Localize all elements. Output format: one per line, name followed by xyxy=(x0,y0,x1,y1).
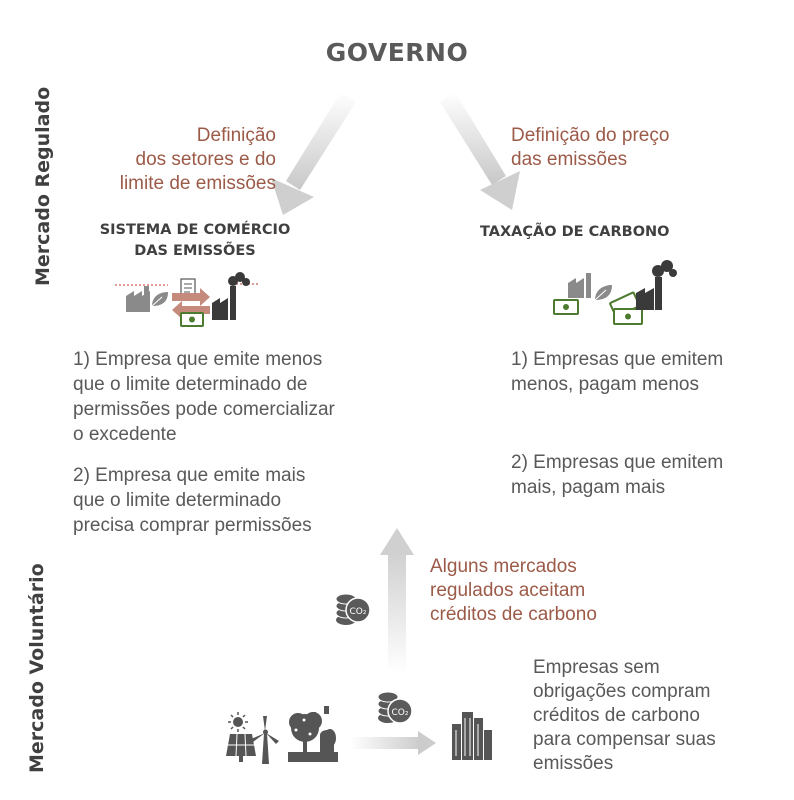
co2-coin-label: CO₂ xyxy=(349,607,367,617)
co2-coin-label: CO₂ xyxy=(391,708,409,718)
factory-icon xyxy=(126,286,150,312)
money-icon xyxy=(554,300,578,314)
solar-panel-icon xyxy=(226,712,256,762)
arrow-governo-to-tax xyxy=(440,92,520,210)
factory-icon xyxy=(568,273,591,298)
tax-icons xyxy=(554,260,677,324)
voluntary-arrow-label: Alguns mercados regulados aceitam créditos de carbono xyxy=(430,556,597,625)
arrow-governo-to-ets xyxy=(271,92,356,215)
ets-point-2: 2) Empresa que emite mais que o limite determinado precisa comprar permissões xyxy=(73,465,312,536)
factory-smoke-icon xyxy=(636,260,677,310)
tax-point-2: 2) Empresas que emitem mais, pagam mais xyxy=(511,452,724,498)
ets-arrow-label: Definição dos setores e do limite de emissões xyxy=(119,125,276,194)
ets-icons xyxy=(115,272,258,326)
side-label-regulated: Mercado Regulado xyxy=(32,86,54,286)
diagram-title: GOVERNO xyxy=(325,38,469,67)
money-icon xyxy=(181,313,203,326)
side-label-voluntary: Mercado Voluntário xyxy=(26,563,48,773)
tax-arrow-label: Definição do preço das emissões xyxy=(511,125,670,170)
wind-turbine-icon xyxy=(251,716,279,764)
leaf-icon xyxy=(152,292,168,306)
arrow-projects-to-companies xyxy=(350,731,436,755)
leaf-icon xyxy=(595,285,612,300)
forest-icon xyxy=(288,706,338,762)
companies-text: Empresas sem obrigações compram créditos de carbono para compensar suas emissões xyxy=(533,657,716,774)
tax-point-1: 1) Empresas que emitem menos, pagam menos xyxy=(511,349,724,395)
tax-heading: TAXAÇÃO DE CARBONO xyxy=(480,224,670,240)
factory-smoke-icon xyxy=(212,272,250,320)
buildings-icon xyxy=(452,712,492,760)
ets-point-1: 1) Empresa que emite menos que o limite determinado de permissões pode comercializar o excedente xyxy=(73,349,335,445)
ets-heading: SISTEMA DE COMÉRCIO DAS EMISSÕES xyxy=(99,222,291,259)
arrow-voluntary-to-regulated xyxy=(380,528,414,673)
